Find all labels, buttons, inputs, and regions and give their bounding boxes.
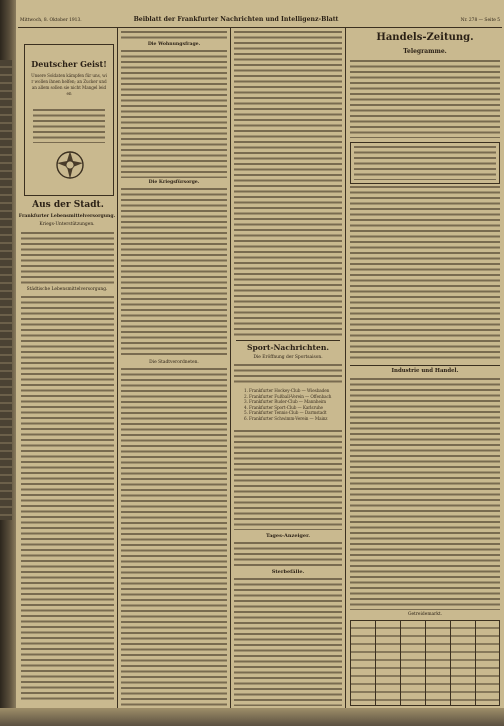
- list-item: 5. Frankfurter Tennis-Club — Darmstadt: [244, 410, 327, 416]
- box-text-lines: [33, 109, 105, 143]
- article-heading: Die Wohnungsfrage.: [147, 42, 201, 47]
- section-title-stadt: Aus der Stadt.: [32, 200, 104, 210]
- section-rule: [350, 365, 500, 366]
- box-text: Unsere Soldaten kämpfen für uns, wir wollen ihnen helfen; an Zucker und an allem sollen sie nicht Mangel leiden: [31, 73, 107, 96]
- article-body: [234, 542, 342, 566]
- article-body: [350, 186, 500, 362]
- section-heading-tages: Tages-Anzeiger.: [265, 533, 311, 539]
- list-item: 3. Frankfurter Ruder-Club — Mannheim: [244, 399, 326, 405]
- column-divider: [230, 28, 231, 708]
- article-body: [21, 296, 114, 701]
- deutscher-geist-box: [24, 44, 114, 196]
- binding-spine: [0, 60, 12, 520]
- results-list: [244, 388, 340, 428]
- article-body: [234, 31, 342, 337]
- table-grid: [351, 621, 499, 705]
- section-title-handel: Handels-Zeitung.: [376, 32, 474, 43]
- header-title: Beiblatt der Frankfurter Nachrichten und Intelligenz-Blatt: [133, 16, 339, 23]
- exchange-rate-table: [350, 142, 500, 184]
- article-body: [234, 578, 342, 706]
- column-divider: [345, 28, 346, 708]
- table-rows: [354, 146, 496, 180]
- article-body: [234, 364, 342, 386]
- article-body: [234, 430, 342, 530]
- section-subhead-2: Städtische Lebensmittelversorgung.: [26, 287, 108, 292]
- header-right: Nr. 278 — Seite 5: [460, 18, 500, 23]
- header-left: Mittwoch, 8. Oktober 1913.: [20, 18, 82, 23]
- section-subhead: Kriegs-Unterstützungen.: [39, 222, 95, 227]
- list-item: 1. Frankfurter Hockey-Club — Wiesbaden: [244, 388, 330, 393]
- list-item: 2. Frankfurter Fußball-Verein — Offenbach: [244, 393, 332, 399]
- section-title-sport: Sport-Nachrichten.: [246, 343, 330, 352]
- list-item: 4. Frankfurter Sport-Club — Karlsruhe: [244, 404, 323, 410]
- article-heading: Die Kriegsfürsorge.: [148, 180, 200, 185]
- article-body: [21, 232, 114, 284]
- section-heading-sterbe: Sterbefälle.: [271, 569, 305, 575]
- section-heading-industry: Industrie und Handel.: [391, 368, 459, 374]
- article-body: [350, 60, 500, 138]
- article-body: [121, 368, 227, 706]
- box-title: Deutscher Geist!: [31, 59, 107, 69]
- article-body: [121, 188, 227, 358]
- article-subhead: Die Stadtverordneten.: [149, 360, 199, 365]
- section-subtitle: Die Eröffnung der Sportsaison.: [253, 355, 323, 360]
- article-body: [121, 31, 227, 41]
- column-divider: [117, 28, 118, 708]
- section-rule: [236, 340, 340, 341]
- section-subtitle: Frankfurter Lebensmittelversorgung.: [18, 214, 116, 219]
- market-table: [350, 620, 500, 706]
- table-title: Getreidemarkt.: [407, 612, 443, 617]
- article-body: [350, 378, 500, 610]
- page-bottom-edge: [0, 708, 504, 726]
- header-rule: [18, 27, 502, 28]
- iron-cross-icon: [53, 145, 87, 185]
- article-body: [121, 50, 227, 178]
- section-subtitle: Telegramme.: [403, 48, 447, 55]
- list-item: 6. Frankfurter Schwimm-Verein — Mainz: [244, 415, 328, 421]
